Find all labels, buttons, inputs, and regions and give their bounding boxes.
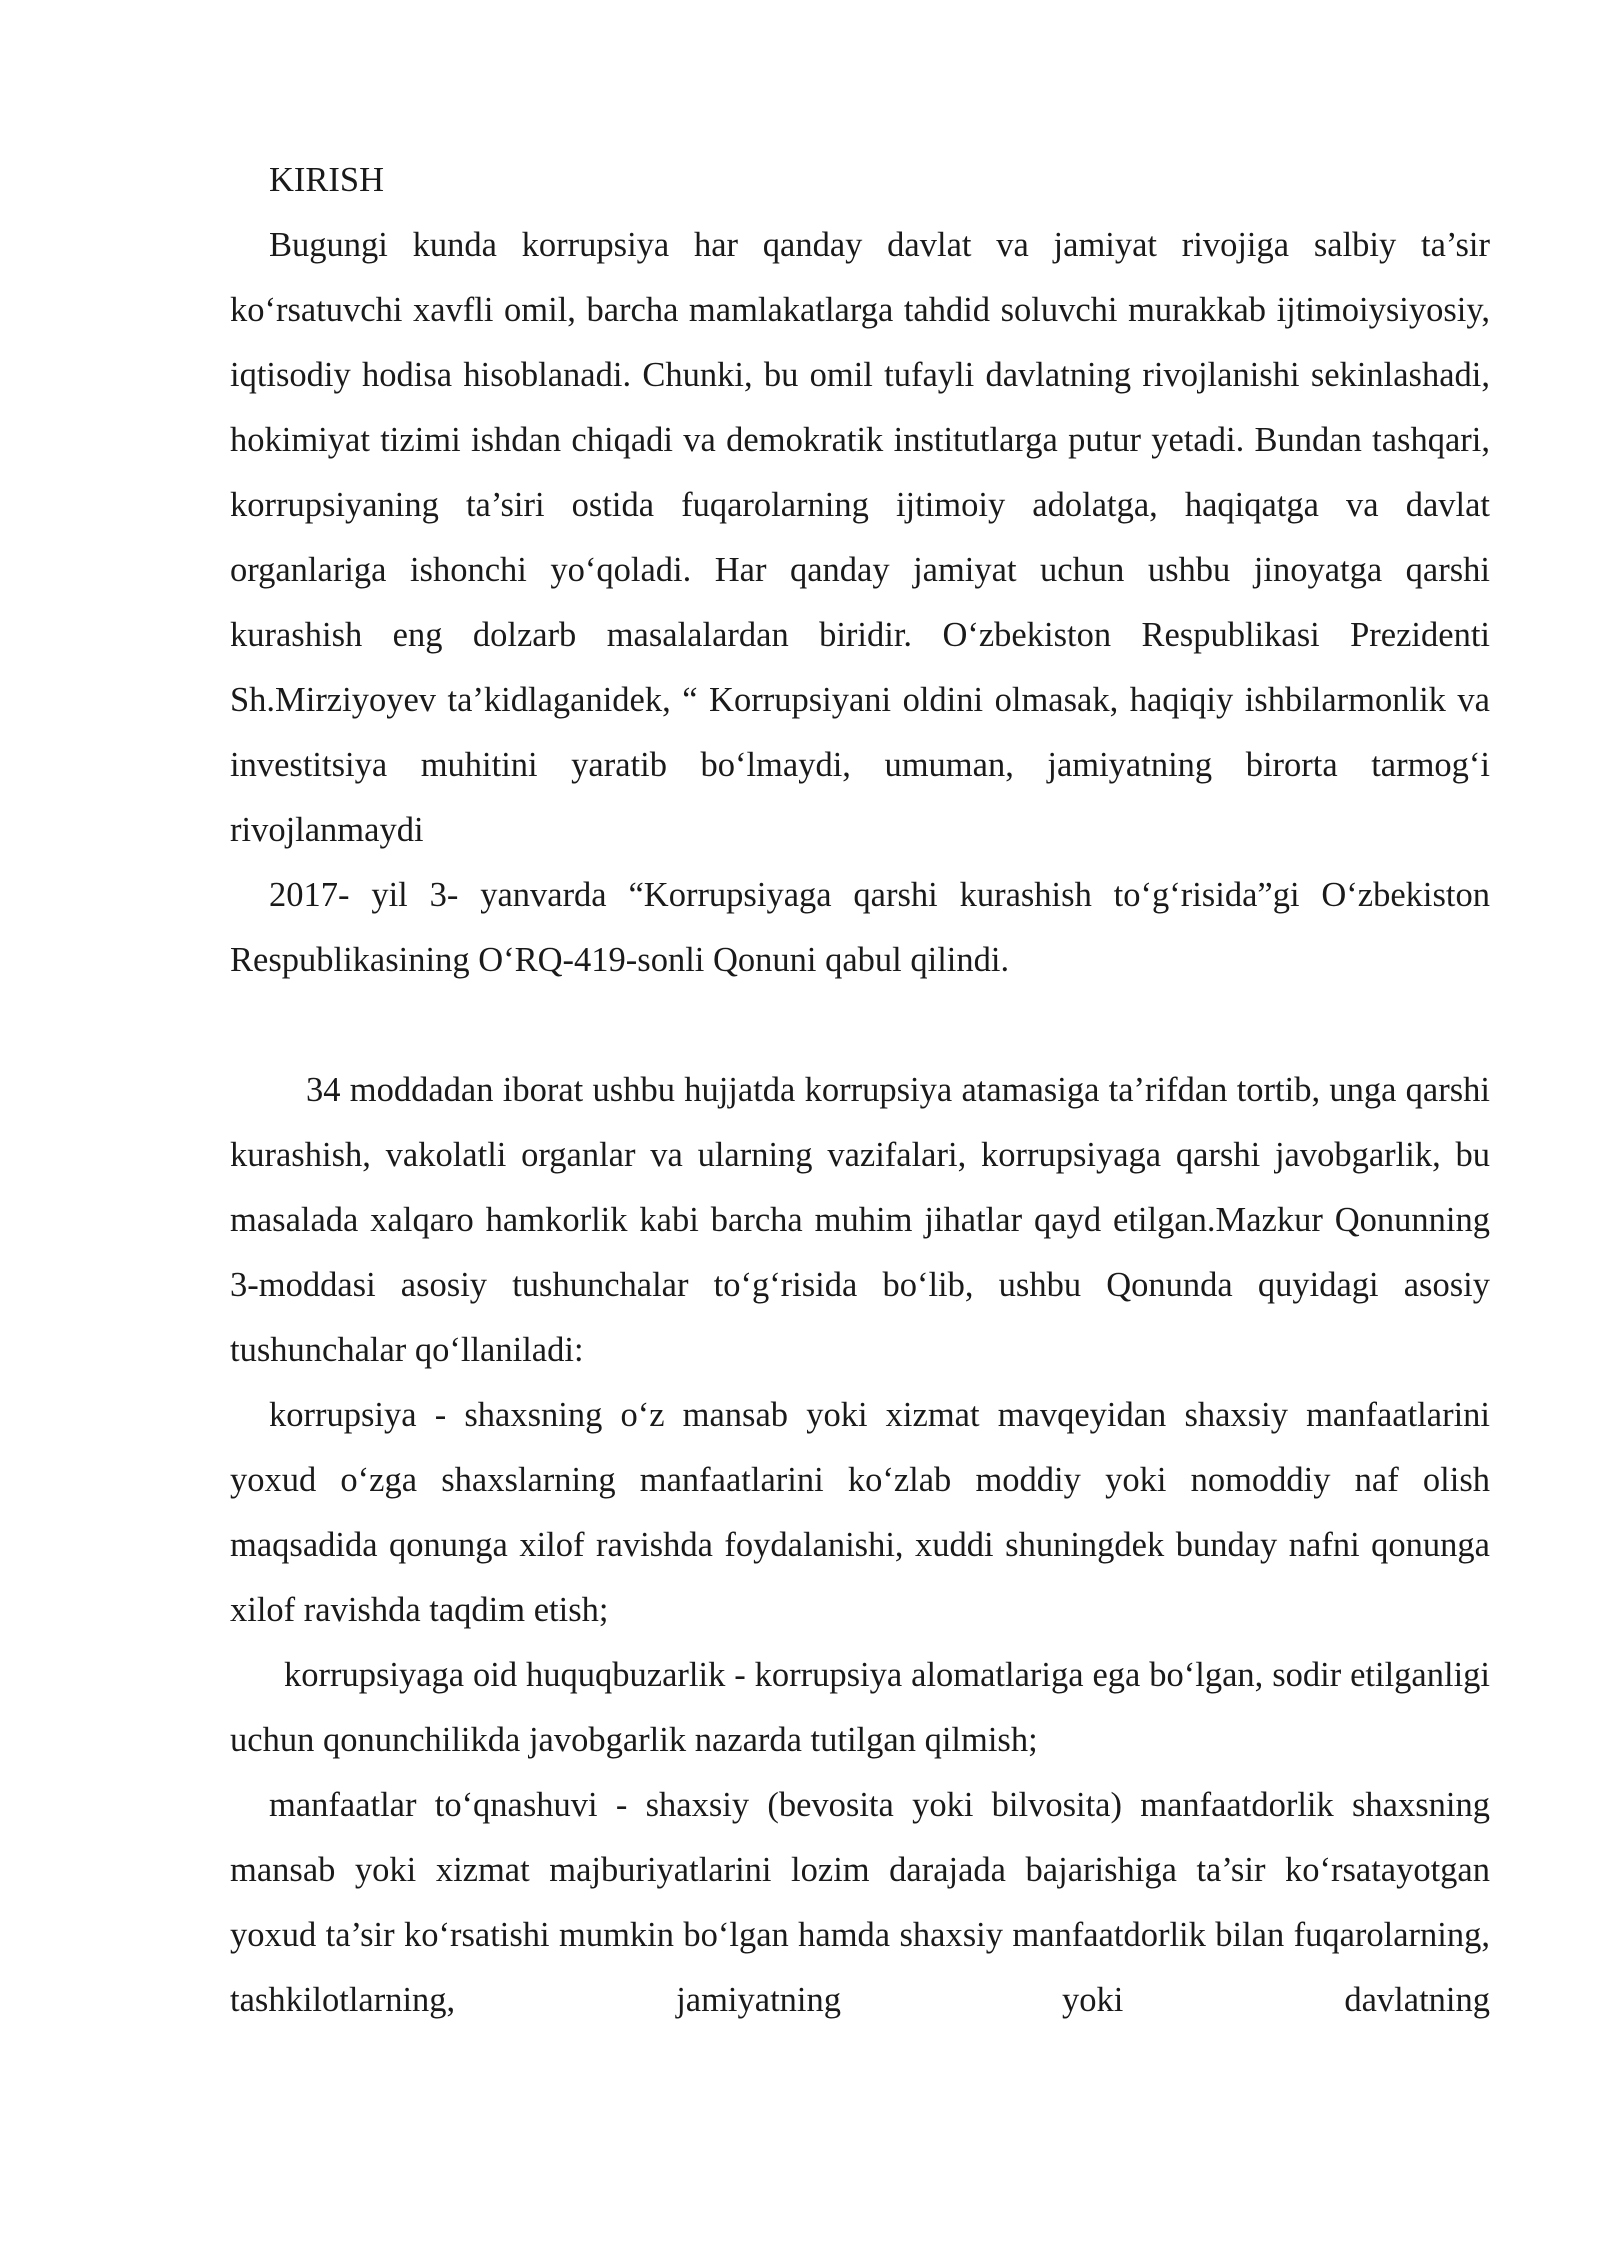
paragraph-spacer bbox=[230, 993, 1490, 1058]
law-adoption-paragraph: 2017- yil 3- yanvarda “Korrupsiyaga qarshi kurashish to‘g‘risida”gi O‘zbekiston Respublikasining O‘RQ-419-sonli Qonuni qabul qilindi. bbox=[230, 876, 1490, 979]
definition-corruption-offense: korrupsiyaga oid huquqbuzarlik - korrupsiya alomatlariga ega bo‘lgan, sodir etilganligi uchun qonunchilikda javobgarlik nazarda tutilgan qilmish; bbox=[230, 1656, 1490, 1759]
definition-corruption: korrupsiya - shaxsning o‘z mansab yoki xizmat mavqeyidan shaxsiy manfaatlarini yoxud o‘zga shaxslarning manfaatlarini ko‘zlab moddiy yoki nomoddiy naf olish maqsadida qonunga xilof ravishda foydalanishi, xuddi shuningdek bunday nafni qonunga xilof ravishda taqdim etish; bbox=[230, 1396, 1490, 1629]
law-overview-paragraph: 34 moddadan iborat ushbu hujjatda korrupsiya atamasiga ta’rifdan tortib, unga qarshi kurashish, vakolatli organlar va ularning vazifalari, korrupsiyaga qarshi javobgarlik, bu masalada xalqaro hamkorlik kabi barcha muhim jihatlar qayd etilgan.Mazkur Qonunning 3-moddasi asosiy tushunchalar to‘g‘risida bo‘lib, ushbu Qonunda quyidagi asosiy tushunchalar qo‘llaniladi: bbox=[230, 1071, 1490, 1369]
intro-paragraph: Bugungi kunda korrupsiya har qanday davlat va jamiyat rivojiga salbiy ta’sir ko‘rsatuvchi xavfli omil, barcha mamlakatlarga tahdid soluvchi murakkab ijtimoiysiyosiy, iqtisodiy hodisa hisoblanadi. Chunki, bu omil tufayli davlatning rivojlanishi sekinlashadi, hokimiyat tizimi ishdan chiqadi va demokratik institutlarga putur yetadi. Bundan tashqari, korrupsiyaning ta’siri ostida fuqarolarning ijtimoiy adolatga, haqiqatga va davlat organlariga ishonchi yo‘qoladi. Har qanday jamiyat uchun ushbu jinoyatga qarshi kurashish eng dolzarb masalalardan biridir. O‘zbekiston Respublikasi Prezidenti Sh.Mirziyoyev ta’kidlaganidek, “ Korrupsiyani oldini olmasak, haqiqiy ishbilarmonlik va investitsiya muhitini yaratib bo‘lmaydi, umuman, jamiyatning birorta tarmog‘i rivojlanmaydi bbox=[230, 226, 1490, 849]
document-page bbox=[230, 148, 1490, 2033]
definition-conflict-of-interest: manfaatlar to‘qnashuvi - shaxsiy (bevosita yoki bilvosita) manfaatdorlik shaxsning mansab yoki xizmat majburiyatlarini lozim darajada bajarishiga ta’sir ko‘rsatayotgan yoxud ta’sir ko‘rsatishi mumkin bo‘lgan hamda shaxsiy manfaatdorlik bilan fuqarolarning, tashkilotlarning, jamiyatning yoki davlatning bbox=[230, 1786, 1490, 2019]
section-heading: KIRISH bbox=[269, 161, 385, 199]
